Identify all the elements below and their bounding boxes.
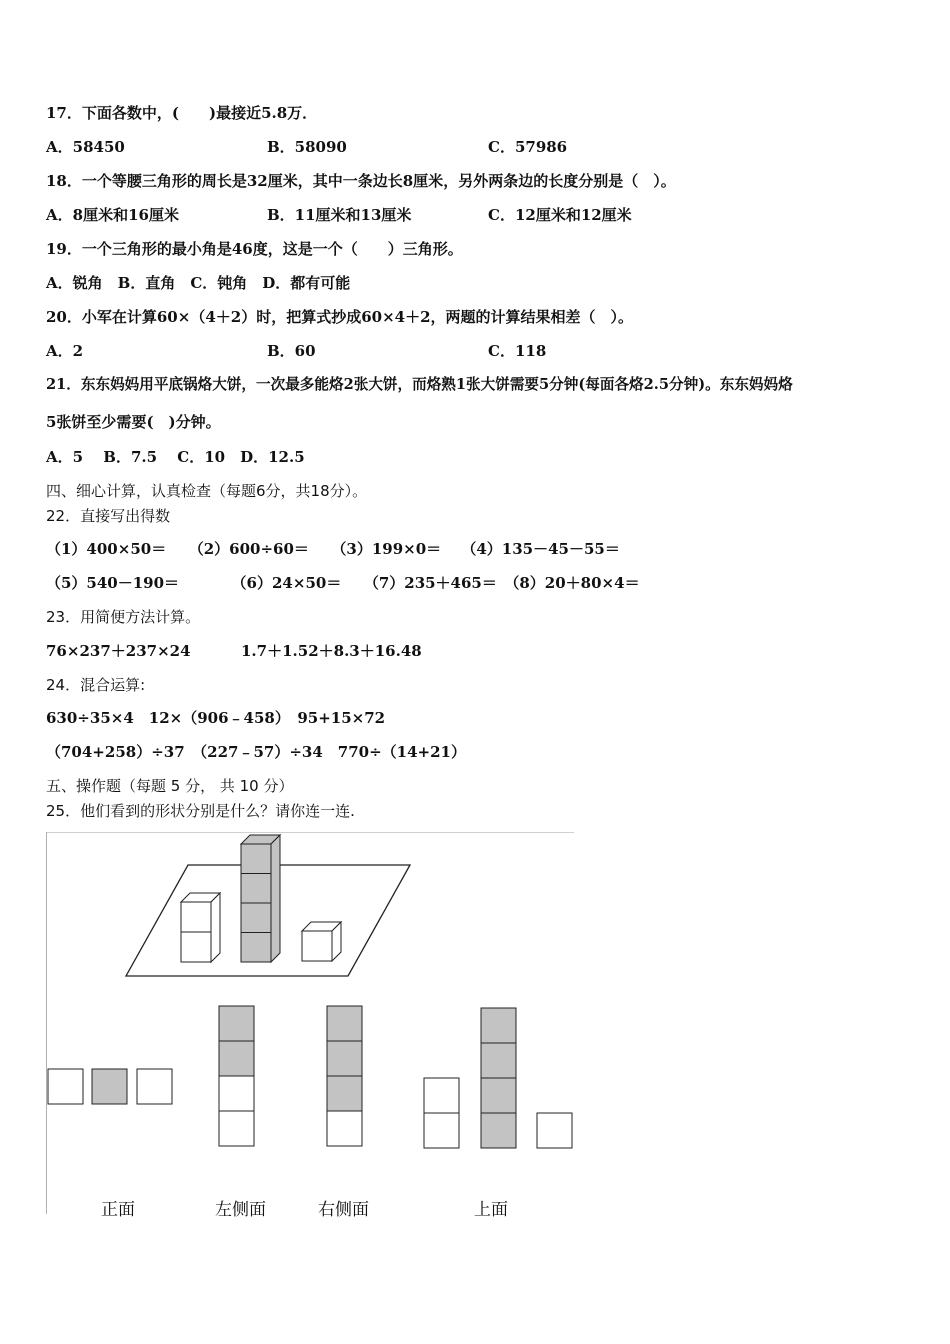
q23-stem: 23．用简便方法计算。 <box>46 608 201 626</box>
q24-stem: 24．混合运算: <box>46 676 146 694</box>
cube-stack-tall <box>241 835 280 962</box>
q25-figure <box>46 832 574 1214</box>
q17-option-a: A．58450 <box>46 138 125 156</box>
q25-stem: 25．他们看到的形状分别是什么？请你连一连. <box>46 802 355 820</box>
q17-option-c: C．57986 <box>488 138 568 156</box>
q19-stem: 19．一个三角形的最小角是46度，这是一个（ ）三角形。 <box>46 240 463 258</box>
label-front: 正面 <box>101 1200 135 1220</box>
q18-option-b: B．11厘米和13厘米 <box>267 206 412 224</box>
q18-stem: 18．一个等腰三角形的周长是32厘米，其中一条边长8厘米，另外两条边的长度分别是（ ）。 <box>46 172 676 190</box>
q18-option-a: A．8厘米和16厘米 <box>46 206 179 224</box>
view-top <box>424 1008 572 1148</box>
q20-option-c: C．118 <box>488 342 547 360</box>
q23-expr2: 1.7＋1.52＋8.3＋16.48 <box>241 642 422 660</box>
q23-expr1: 76×237＋237×24 <box>46 642 191 660</box>
q22-row1: （1）400×50＝ （2）600÷60＝ （3）199×0＝ （4）135－45－55＝ <box>46 540 620 558</box>
q24-row2: （704+258）÷37 （227﹣57）÷34 770÷（14+21） <box>46 743 466 761</box>
section-4-heading: 四、细心计算，认真检查（每题6分，共18分）。 <box>46 482 368 500</box>
q20-stem: 20．小军在计算60×（4＋2）时，把算式抄成60×4＋2，两题的计算结果相差（ ）。 <box>46 308 634 326</box>
q22-row2: （5）540－190＝ （6）24×50＝ （7）235＋465＝ （8）20＋80×4＝ <box>46 574 640 592</box>
view-front <box>48 1069 172 1104</box>
label-top: 上面 <box>474 1200 508 1220</box>
view-left-side <box>219 1006 254 1146</box>
cube-stack-left <box>181 893 220 962</box>
q19-options: A．锐角 B．直角 C．钝角 D．都有可能 <box>46 274 351 292</box>
q22-stem: 22．直接写出得数 <box>46 507 171 525</box>
q24-row1: 630÷35×4 12×（906﹣458） 95+15×72 <box>46 709 386 727</box>
section-5-heading: 五、操作题（每题 5 分， 共 10 分） <box>46 777 294 795</box>
q21-stem-line2: 5张饼至少需要( )分钟。 <box>46 413 221 431</box>
q20-option-a: A．2 <box>46 342 84 360</box>
q17-option-b: B．58090 <box>267 138 347 156</box>
q21-stem-line1: 21．东东妈妈用平底锅烙大饼，一次最多能烙2张大饼，而烙熟1张大饼需要5分钟(每面各烙2.5分钟)。东东妈妈烙 <box>46 376 793 393</box>
q18-option-c: C．12厘米和12厘米 <box>488 206 632 224</box>
view-right-side <box>327 1006 362 1146</box>
label-left-side: 左侧面 <box>215 1200 266 1220</box>
q21-options: A．5 B．7.5 C．10 D．12.5 <box>46 448 305 466</box>
label-right-side: 右侧面 <box>318 1200 369 1220</box>
q17-stem: 17．下面各数中，( )最接近5.8万． <box>46 104 318 122</box>
cube-single-right <box>302 922 341 961</box>
q20-option-b: B．60 <box>267 342 316 360</box>
